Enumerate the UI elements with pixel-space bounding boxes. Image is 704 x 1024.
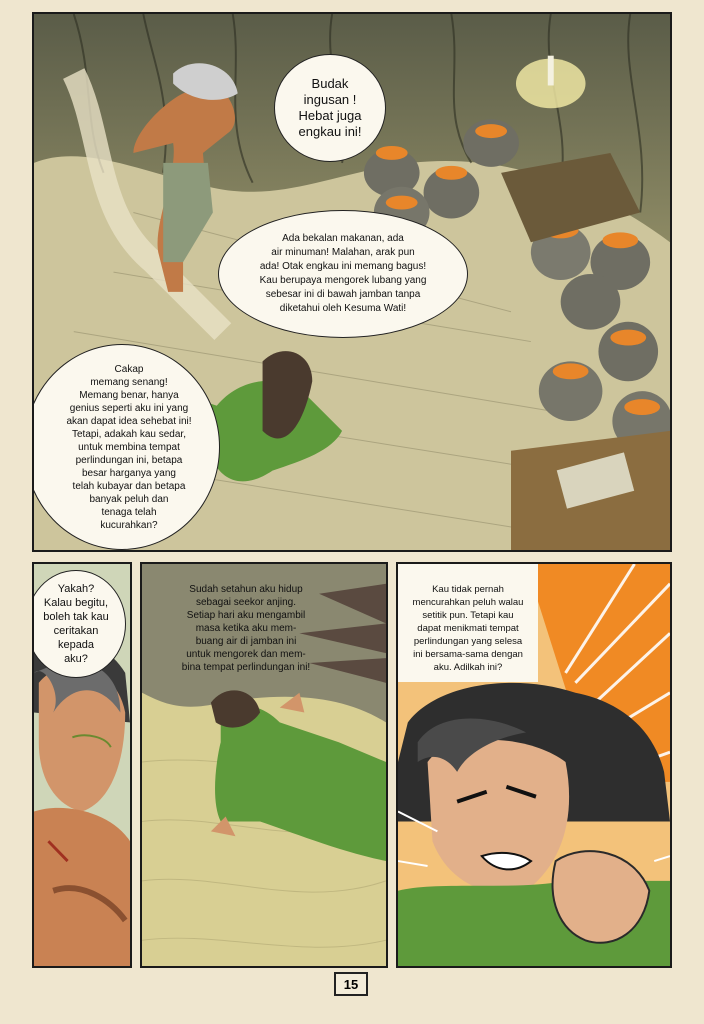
speech-bubble-bekalan — [218, 210, 468, 338]
panel-1-cave-scene — [32, 12, 672, 552]
speech-text: Ada bekalan makanan, ada air minuman! Malahan, arak pun ada! Otak engkau ini memang bagus! Kau berupaya mengorek lubang yang sebesar ini di bawah jamban tanpa diketahui oleh Kesuma Wati! — [259, 233, 427, 314]
speech-text: Budak ingusan ! Hebat juga engkau ini! — [298, 76, 362, 139]
speech-bubble-budak — [274, 54, 386, 162]
caption-sudah-setahun — [148, 568, 344, 673]
speech-bubble-cakap — [32, 344, 220, 550]
speech-text: Yakah? Kalau begitu, boleh tak kau ceritakan kepada aku? — [43, 583, 109, 665]
speech-text: Cakap memang senang! Memang benar, hanya genius seperti aku ini yang akan dapat idea sehebat ini! Tetapi, adakah kau sedar, untuk membina tempat perlindungan ini, betapa besar harganya yang telah kubayar dan betapa banyak peluh dan tenaga telah kucurahkan? — [66, 363, 192, 531]
panel-2-young-man — [32, 562, 132, 968]
caption-text: Sudah setahun aku hidup sebagai seekor anjing. Setiap hari aku mengambil masa ketika aku mem- buang air di jamban ini untuk mengorek dan mem- bina tempat perlindungan ini! — [181, 584, 311, 673]
caption-kau-tidak-pernah — [398, 564, 538, 682]
panel-4-angry-closeup — [396, 562, 672, 968]
page-number: 15 — [334, 972, 368, 996]
caption-text: Kau tidak pernah mencurahkan peluh walau setitik pun. Tetapi kau dapat menikmati tempat perlindungan yang selesa ini bersama-sama dengan aku. Adilkah ini? — [412, 584, 524, 673]
panel-3-lying-man — [140, 562, 388, 968]
